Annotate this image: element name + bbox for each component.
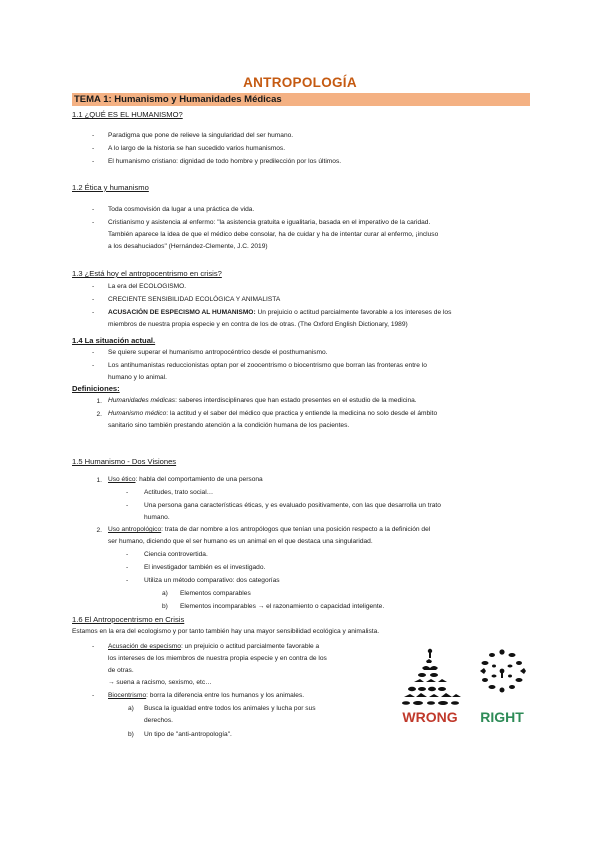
- bullet: -: [92, 206, 95, 213]
- dash: -: [92, 692, 95, 699]
- definitions-heading: Definiciones:: [72, 384, 120, 393]
- document-title: ANTROPOLOGÍA: [243, 75, 357, 90]
- bullet: -: [92, 349, 95, 356]
- definition-1-text: : saberes interdisciplinares que han estado presentes en el estudio de la medicina.: [175, 397, 417, 404]
- s3-item-3-line-1: [108, 307, 451, 319]
- section-1-6-heading: 1.6 El Antropocentrismo en Crisis: [72, 615, 185, 624]
- category-a: Elementos comparables: [180, 590, 251, 597]
- uso-etico-label: Uso ético: [108, 476, 136, 483]
- especismo-line-1: [108, 641, 319, 653]
- uso-etico-item-2-line-1: Una persona gana características éticas, y es evaluado positivamente, con las que desarrolla un trato: [144, 502, 441, 509]
- biocentrismo-term: Biocentrismo: [108, 692, 147, 699]
- wrong-pyramid-illustration: [402, 649, 461, 705]
- dash: -: [92, 643, 95, 650]
- s3-item-3-line-2: miembros de nuestra propia especie y en contra de los de otras. (The Oxford English Dictionary, 1989): [108, 321, 408, 328]
- uso-etico-item-1: Actitudes, trato social…: [144, 489, 214, 496]
- dash: -: [126, 502, 129, 509]
- s3-item-1: La era del ECOLOGISMO.: [108, 283, 187, 290]
- uso-etico-item-2-line-2: humano.: [144, 514, 170, 521]
- especismo-line-4: → suena a racismo, sexismo, etc…: [108, 679, 212, 686]
- letter-a: a): [162, 590, 168, 597]
- bullet: -: [92, 296, 95, 303]
- wrong-right-figure: [398, 646, 534, 726]
- especismo-line-3: de otras.: [108, 667, 134, 674]
- s3-item-2: CRECIENTE SENSIBILIDAD ECOLÓGICA Y ANIMALISTA: [108, 296, 281, 303]
- uso-antropologico: [108, 524, 430, 536]
- uso-antropologico-item-3: Utiliza un método comparativo: dos categorías: [144, 577, 280, 584]
- s1-item-2: A lo largo de la historia se han sucedido varios humanismos.: [108, 145, 286, 152]
- section-1-5-heading: 1.5 Humanismo - Dos Visiones: [72, 457, 177, 466]
- dash: -: [126, 551, 129, 558]
- s2-item-1: Toda cosmovisión da lugar a una práctica de vida.: [108, 206, 255, 213]
- uso-antropologico-text: : trata de dar nombre a los antropólogos que tenían una posición respecto a la definición del: [161, 526, 431, 533]
- definition-1: [108, 395, 417, 407]
- dash: -: [126, 577, 129, 584]
- section-1-1-heading: 1.1 ¿QUÉ ES EL HUMANISMO?: [72, 110, 183, 119]
- letter-b: b): [128, 731, 134, 738]
- definition-1-term: Humanidades médicas: [108, 397, 176, 404]
- especismo-line-2: los intereses de los miembros de nuestra propia especie y en contra de los: [108, 655, 327, 662]
- s2-item-2-line-2: También aparece la idea de que el médico debe consolar, ha de cuidar y ha de intentar curar al enfermo, ¡incluso: [108, 231, 439, 238]
- s2-item-2-line-1: Cristianismo y asistencia al enfermo: "la asistencia gratuita e igualitaria, basada en el imperativo de la caridad.: [108, 219, 431, 226]
- s4-item-1: Se quiere superar el humanismo antropocéntrico desde el posthumanismo.: [108, 349, 328, 356]
- definition-2: [108, 408, 437, 420]
- uso-antropologico-item-2: El investigador también es el investigado.: [144, 564, 266, 571]
- biocentrismo-b: Un tipo de "anti-antropología".: [144, 731, 232, 738]
- s6-intro: Estamos en la era del ecologismo y por tanto también hay una mayor sensibilidad ecológica y animalista.: [72, 628, 380, 635]
- wrong-label: WRONG: [402, 709, 458, 725]
- theme-heading: TEMA 1: Humanismo y Humanidades Médicas: [72, 93, 530, 106]
- uso-antropologico-label: Uso antropológico: [108, 526, 162, 533]
- especismo-term: Acusación de especismo: [108, 643, 181, 650]
- uso-antropologico-line-2: ser humano, diciendo que el ser humano es un animal en el que destaca una singularidad.: [108, 538, 373, 545]
- bullet: -: [92, 145, 95, 152]
- uso-etico-text: : habla del comportamiento de una persona: [135, 476, 263, 483]
- bullet: -: [92, 219, 95, 226]
- right-circle-illustration: [480, 649, 526, 692]
- section-1-3-heading: 1.3 ¿Está hoy el antropocentrismo en crisis?: [72, 269, 222, 278]
- uso-etico: [108, 474, 263, 486]
- s4-item-2-line-2: humano y lo animal.: [108, 374, 168, 381]
- dash: -: [126, 564, 129, 571]
- bullet: -: [92, 283, 95, 290]
- especismo-label: ACUSACIÓN DE ESPECISMO AL HUMANISMO:: [108, 309, 256, 316]
- section-1-4-heading: 1.4 La situación actual.: [72, 336, 156, 345]
- bullet: -: [92, 309, 95, 316]
- uso-antropologico-item-1: Ciencia controvertida.: [144, 551, 208, 558]
- right-label: RIGHT: [480, 709, 524, 725]
- list-number: 1.: [96, 398, 102, 405]
- especismo-def: : un prejuicio o actitud parcialmente favorable a: [180, 643, 320, 650]
- definition-2-term: Humanismo médico: [108, 410, 167, 417]
- section-1-2-heading: 1.2 Ética y humanismo: [72, 183, 149, 192]
- s1-item-3: El humanismo cristiano: dignidad de todo hombre y predilección por los últimos.: [108, 158, 342, 165]
- definition-2-line-2: sanitario sino también prestando atención a la condición humana de los pacientes.: [108, 422, 350, 429]
- bullet: -: [92, 132, 95, 139]
- biocentrismo-a-line-2: derechos.: [144, 717, 173, 724]
- list-number: 2.: [96, 411, 102, 418]
- biocentrismo: [108, 690, 304, 702]
- s1-item-1: Paradigma que pone de relieve la singularidad del ser humano.: [108, 132, 294, 139]
- biocentrismo-def: : borra la diferencia entre los humanos y los animales.: [146, 692, 305, 699]
- especismo-text: Un prejuicio o actitud parcialmente favorable a los intereses de los: [257, 309, 452, 316]
- s4-item-2-line-1: Los antihumanistas reduccionistas optan por el zoocentrismo o biocentrismo que borran las fronteras entre lo: [108, 362, 427, 369]
- letter-a: a): [128, 705, 134, 712]
- s2-item-2-line-3: a los desahuciados" (Hernández-Clemente, J.C. 2019): [108, 243, 268, 250]
- category-b: Elementos incomparables → el razonamiento o capacidad inteligente.: [180, 603, 385, 610]
- letter-b: b): [162, 603, 168, 610]
- list-number: 2.: [96, 527, 102, 534]
- bullet: -: [92, 362, 95, 369]
- biocentrismo-a-line-1: Busca la igualdad entre todos los animales y lucha por sus: [144, 705, 316, 712]
- bullet: -: [92, 158, 95, 165]
- dash: -: [126, 489, 129, 496]
- list-number: 1.: [96, 477, 102, 484]
- definition-2-text: : la actitud y el saber del médico que practica y entiende la medicina no solo desde el ámbito: [166, 410, 438, 417]
